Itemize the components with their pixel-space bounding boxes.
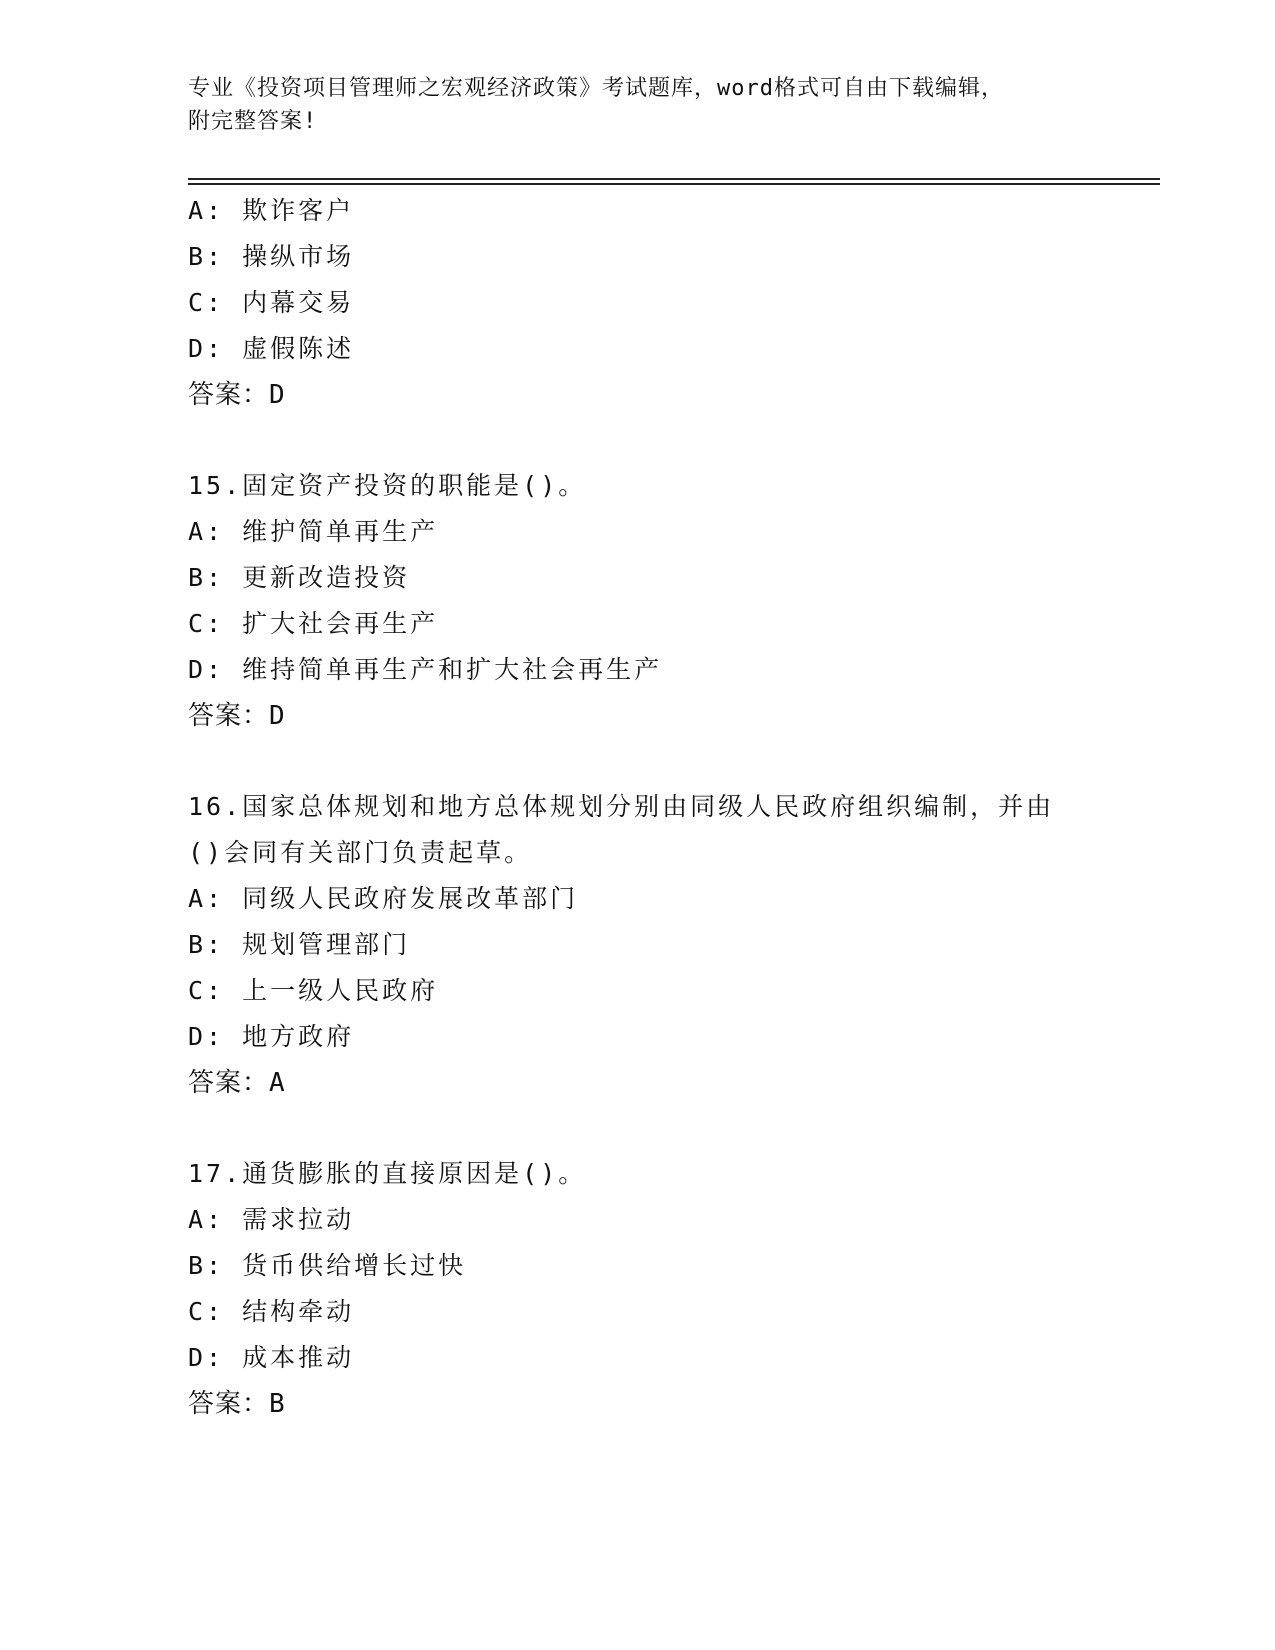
option-b: B: 货币供给增长过快 [188, 1251, 467, 1280]
answer: 答案：B [188, 1389, 286, 1419]
header-divider-top [188, 178, 1160, 180]
option-d: D: 虚假陈述 [188, 334, 355, 363]
spacer [188, 1106, 1168, 1151]
option-c: C: 上一级人民政府 [188, 976, 439, 1005]
question-list [188, 188, 1168, 1427]
header-line-1: 专业《投资项目管理师之宏观经济政策》考试题库，word格式可自由下载编辑， [188, 76, 1004, 101]
question-stem: 15.固定资产投资的职能是()。 [188, 471, 587, 500]
option-d: D: 成本推动 [188, 1343, 355, 1372]
option-d: D: 地方政府 [188, 1022, 355, 1051]
option-a: A: 维护简单再生产 [188, 517, 439, 546]
question-16 [188, 784, 1168, 1106]
question-15 [188, 463, 1168, 739]
option-b: B: 操纵市场 [188, 242, 355, 271]
option-b: B: 规划管理部门 [188, 930, 411, 959]
option-c: C: 扩大社会再生产 [188, 609, 439, 638]
spacer [188, 418, 1168, 463]
option-d: D: 维持简单再生产和扩大社会再生产 [188, 655, 663, 684]
option-c: C: 内幕交易 [188, 288, 355, 317]
question-stem: 17.通货膨胀的直接原因是()。 [188, 1159, 587, 1188]
header-line-2: 附完整答案! [188, 109, 318, 134]
answer: 答案：A [188, 1068, 286, 1098]
answer: 答案：D [188, 380, 286, 410]
header-divider-bottom [188, 183, 1160, 185]
option-b: B: 更新改造投资 [188, 563, 411, 592]
question-stem-line-1: 16.国家总体规划和地方总体规划分别由同级人民政府组织编制，并由 [188, 792, 1055, 821]
option-a: A: 同级人民政府发展改革部门 [188, 884, 579, 913]
answer: 答案：D [188, 701, 286, 731]
option-c: C: 结构牵动 [188, 1297, 355, 1326]
question-17 [188, 1151, 1168, 1427]
option-a: A: 需求拉动 [188, 1205, 355, 1234]
spacer [188, 739, 1168, 784]
document-header [188, 72, 1088, 138]
option-a: A: 欺诈客户 [188, 196, 355, 225]
question-stem-line-2: ()会同有关部门负责起草。 [188, 838, 533, 867]
question-14 [188, 188, 1168, 418]
